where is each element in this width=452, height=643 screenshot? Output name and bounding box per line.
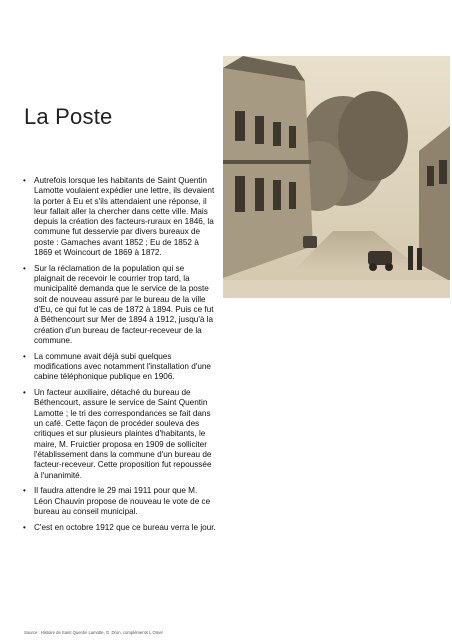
paragraph-item: • Autrefois lorsque les habitants de Saint Quentin Lamotte voulaient expédier une lettre, ils devaient la porter à Eu et s'ils attendaient une réponse, il leur fallait aller la chercher dans cette ville. Mais depuis la création des facteurs-ruraux en 1846, la commune fut desservie par divers bureaux de poste : Gamaches avant 1852 ; Eu de 1852 à 1869 et Woincourt de 1869 à 1872. (23, 176, 216, 258)
postcard-photo (223, 56, 450, 298)
paragraph-item: • La commune avait déjà subi quelques modifications avec notamment l'installation d'une cabine téléphonique publique en 1906. (23, 352, 216, 383)
paragraph-item: • C'est en octobre 1912 que ce bureau verra le jour. (23, 523, 216, 533)
source-note: Source : Histoire de Saint Quentin Lamotte, G. Dron, compléments L.Omer (24, 630, 163, 635)
paragraph-item: • Il faudra attendre le 29 mai 1911 pour que M. Léon Chauvin propose de nouveau le vote de ce bureau au conseil municipal. (23, 486, 216, 517)
paragraph-list (23, 176, 216, 539)
paragraph-item: • Un facteur auxiliaire, détaché du bureau de Béthencourt, assure le service de Saint Quentin Lamotte ; le tri des correspondances se fait dans un café. Cette façon de procéder souleva des critiques et sur plusieurs plaintes d'habitants, le maire, M. Fruictier proposa en 1909 de solliciter l'établissement dans la commune d'un bureau de facteur-receveur. Cette proposition fut repoussée à l'unanimité. (23, 388, 216, 481)
paragraph-item: • Sur la réclamation de la population qui se plaignait de recevoir le courrier trop tard, la municipalité demanda que le service de la poste soit de nouveau assuré par le bureau de la ville d'Eu, ce qui fut le cas de 1872 à 1894. Puis ce fut à Béthencourt sur Mer de 1894 à 1912, jusqu'à la création d'un bureau de facteur-receveur de la commune. (23, 264, 216, 346)
page-title: La Poste (24, 104, 113, 129)
